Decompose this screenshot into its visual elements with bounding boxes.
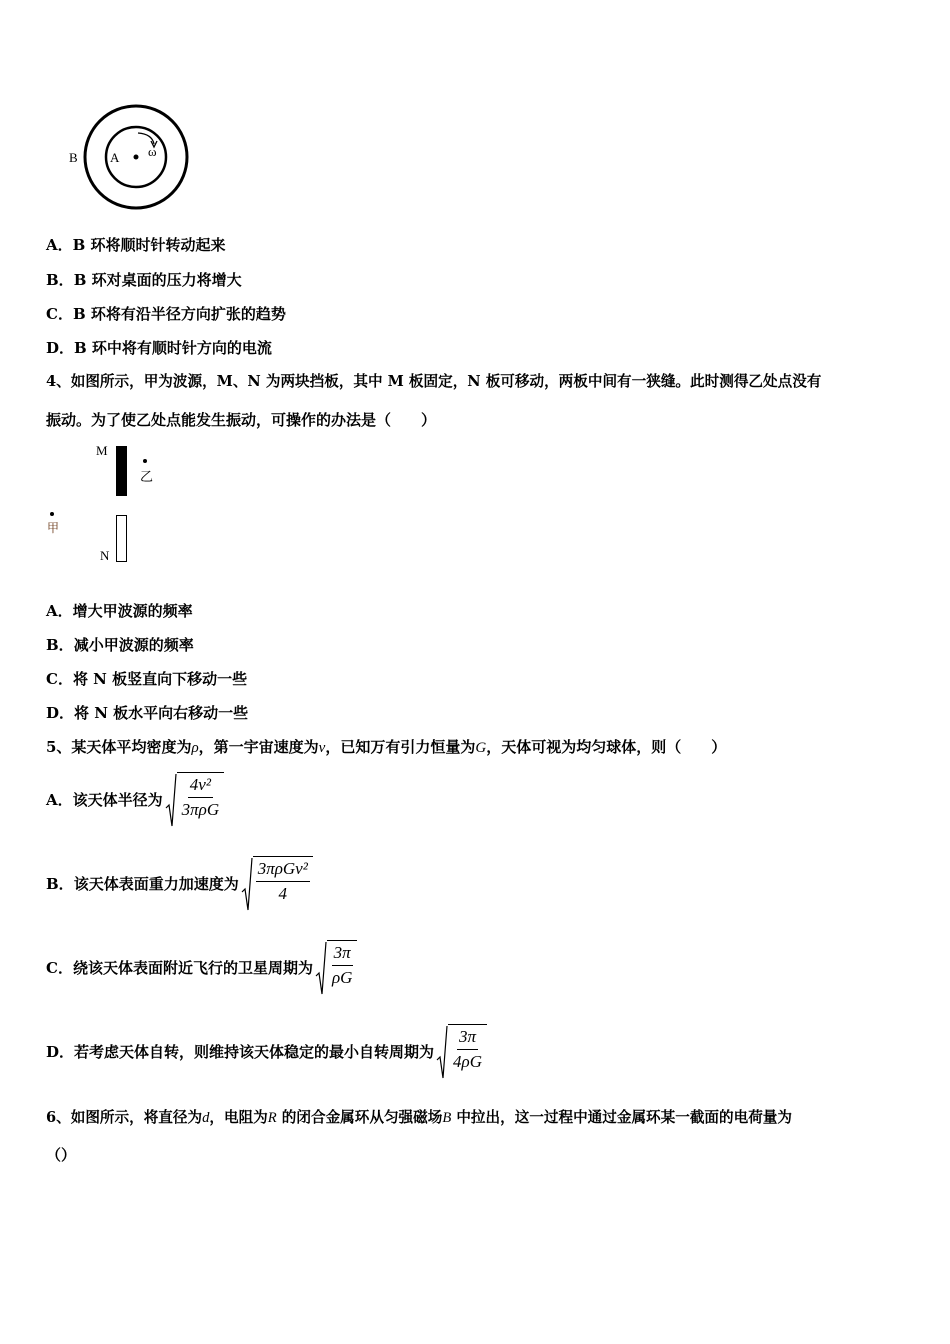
q6-stem-line2: （） xyxy=(46,1146,77,1164)
label-yi: 乙 xyxy=(140,470,154,485)
q4-option-a: A．增大甲波源的频率 xyxy=(46,602,193,620)
q6-stem-line1: 6、如图所示，将直径为d，电阻为R 的闭合金属环从匀强磁场B 中拉出，这一过程中通过金属环某一截面的电荷量为 xyxy=(46,1109,792,1126)
label-n: N xyxy=(100,548,110,563)
radical-a: $\frac{\text{4v²}}{\text{3πρG}}$ xyxy=(165,772,224,828)
radical-d: $\frac{3\pi}{4\rho G}$ xyxy=(436,1024,487,1080)
q5-option-c: C． 绕该天体表面附近飞行的卫星周期为 $\frac{3\pi}{\rho G}$ xyxy=(46,940,357,996)
q4-stem-line2: 振动。为了使乙处点能发生振动，可操作的办法是（ ） xyxy=(46,411,437,429)
q4-option-c: C．将 N 板竖直向下移动一些 xyxy=(46,670,248,688)
ring-diagram xyxy=(60,100,200,215)
radical-c: $\frac{3\pi}{\rho G}$ xyxy=(315,940,357,996)
q3-option-b: B．B 环对桌面的压力将增大 xyxy=(46,271,242,289)
q3-option-a: A．B 环将顺时针转动起来 xyxy=(46,236,226,254)
plate-n xyxy=(116,515,127,562)
q4-option-b: B．减小甲波源的频率 xyxy=(46,636,194,654)
q3-option-c: C．B 环将有沿半径方向扩张的趋势 xyxy=(46,305,286,323)
q4-stem-line1: 4、如图所示，甲为波源，M、N 为两块挡板，其中 M 板固定，N 板可移动，两板中间有一狭缝。此时测得乙处点没有 xyxy=(46,373,822,390)
radical-b: $\frac{\text{3πρGv²}}{4}$ xyxy=(241,856,313,912)
label-m: M xyxy=(96,443,108,458)
q3-option-d: D．B 环中将有顺时针方向的电流 xyxy=(46,339,272,357)
label-jia: 甲 xyxy=(47,521,60,535)
label-a: A xyxy=(110,150,120,165)
plate-m xyxy=(116,446,127,496)
radical-sign xyxy=(165,772,177,828)
source-dot-jia xyxy=(50,512,54,516)
q4-option-d: D．将 N 板水平向右移动一些 xyxy=(46,704,249,722)
slit-figure xyxy=(44,440,174,570)
q5-option-b: B． 该天体表面重力加速度为 $\frac{\text{3πρGv²}}{4}$ xyxy=(46,856,313,912)
label-b: B xyxy=(69,150,78,165)
center-dot xyxy=(134,155,139,160)
ring-figure xyxy=(60,100,200,215)
radical-sign xyxy=(315,940,327,996)
radical-sign xyxy=(436,1024,448,1080)
q5-option-d: D． 若考虑天体自转，则维持该天体稳定的最小自转周期为 $\frac{3\pi}{4\rho G}$ xyxy=(46,1024,487,1080)
source-dot-yi xyxy=(143,459,147,463)
radical-sign xyxy=(241,856,253,912)
label-omega: ω xyxy=(148,144,157,159)
q5-option-a: A． 该天体半径为 $\frac{\text{4v²}}{\text{3πρG}}$ xyxy=(46,772,224,828)
q5-stem: 5、某天体平均密度为ρ，第一宇宙速度为v，已知万有引力恒量为G，天体可视为均匀球体，则（ ） xyxy=(46,738,727,756)
